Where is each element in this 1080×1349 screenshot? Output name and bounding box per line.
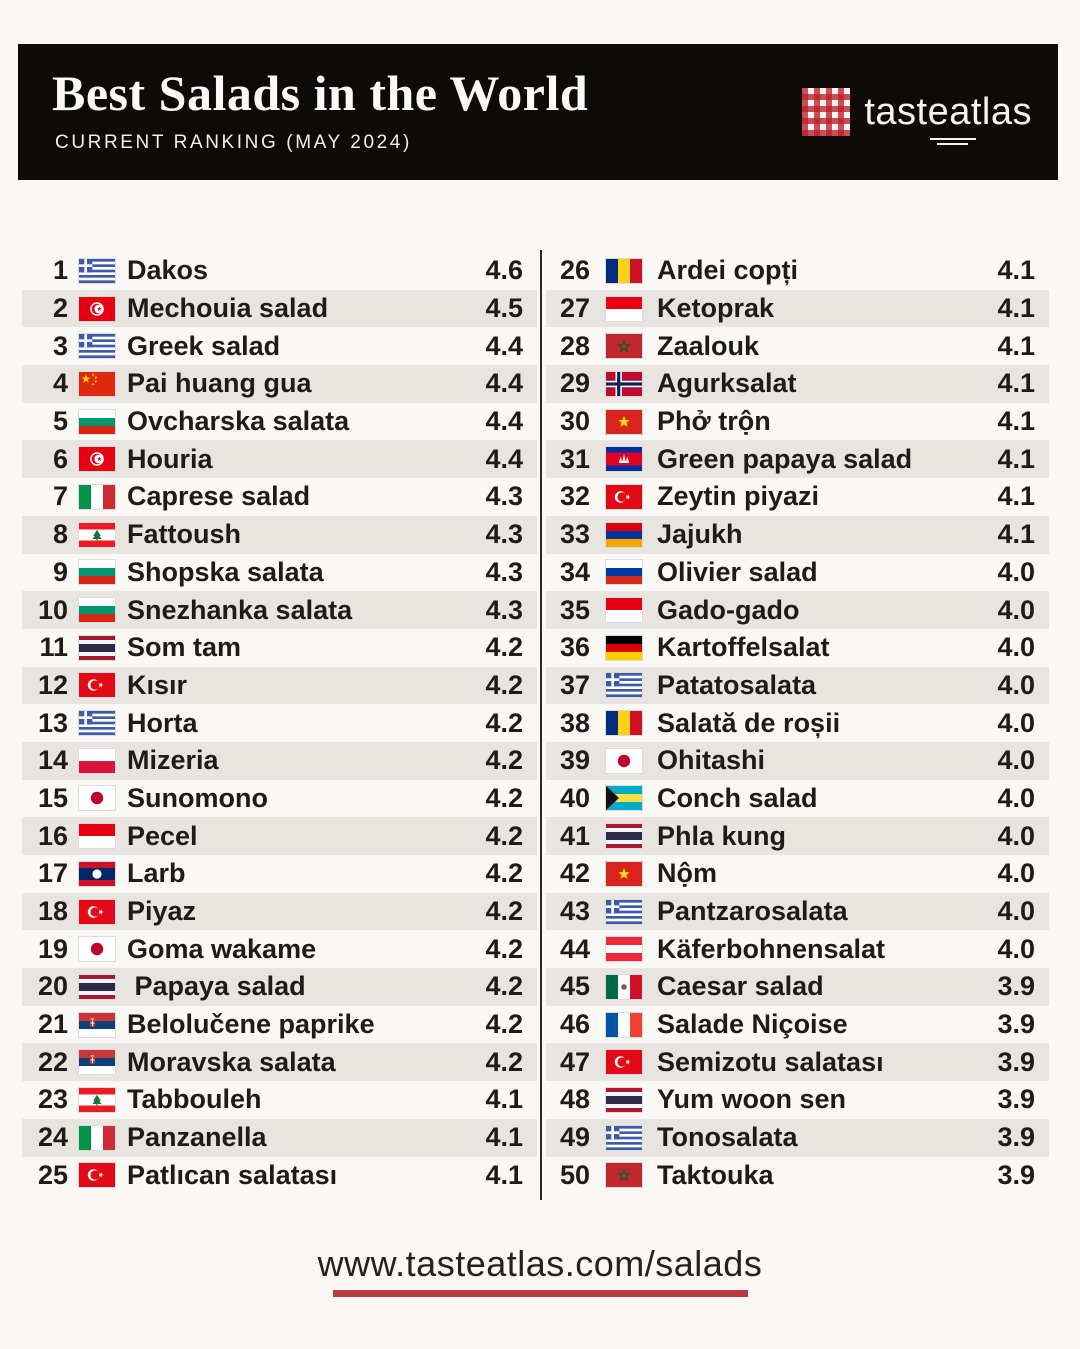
flag-thailand-icon — [605, 823, 643, 849]
rating-value: 4.1 — [485, 1122, 523, 1153]
flag-thailand-icon — [78, 635, 116, 661]
rank-number: 39 — [559, 745, 590, 776]
flag-greece-icon — [605, 899, 643, 925]
salad-name: Moravska salata — [127, 1046, 336, 1077]
rank-number: 5 — [52, 406, 68, 437]
list-item — [22, 704, 537, 742]
salad-name: Ketoprak — [657, 293, 775, 324]
flag-greece-icon — [78, 710, 116, 736]
rank-number: 28 — [559, 330, 590, 361]
list-item — [546, 440, 1049, 478]
list-item — [22, 365, 537, 403]
salad-name: Som tam — [127, 632, 242, 663]
gingham-checker-icon — [802, 88, 850, 136]
salad-name: Tabbouleh — [127, 1084, 262, 1115]
salad-name: Zeytin piyazi — [657, 481, 820, 512]
flag-indonesia-icon — [78, 823, 116, 849]
list-item — [546, 365, 1049, 403]
list-item — [22, 893, 537, 931]
rank-number: 7 — [52, 481, 68, 512]
tasteatlas-logo — [802, 86, 1032, 138]
salad-name: Fattoush — [127, 519, 241, 550]
salad-name: Phở trộn — [657, 406, 771, 437]
salad-name: Caprese salad — [127, 481, 311, 512]
list-item — [546, 1081, 1049, 1119]
rating-value: 4.0 — [997, 933, 1035, 964]
rating-value: 4.4 — [485, 406, 523, 437]
list-item — [22, 1119, 537, 1157]
rating-value: 4.3 — [485, 594, 523, 625]
flag-armenia-icon — [605, 522, 643, 548]
flag-lebanon-icon — [78, 522, 116, 548]
salad-name: Tonosalata — [657, 1122, 798, 1153]
list-item — [22, 855, 537, 893]
rating-value: 4.0 — [997, 745, 1035, 776]
salad-name: Pai huang gua — [127, 368, 312, 399]
rank-number: 23 — [37, 1084, 68, 1115]
list-item — [22, 591, 537, 629]
salad-name: Zaalouk — [657, 330, 760, 361]
flag-greece-icon — [78, 258, 116, 284]
flag-japan-icon — [78, 936, 116, 962]
flag-turkey-icon — [78, 672, 116, 698]
flag-bulgaria-icon — [78, 559, 116, 585]
rating-value: 4.6 — [485, 255, 523, 286]
list-item — [546, 478, 1049, 516]
list-item — [546, 855, 1049, 893]
rating-value: 4.4 — [485, 443, 523, 474]
rank-number: 33 — [559, 519, 590, 550]
flag-turkey-icon — [78, 899, 116, 925]
rating-value: 4.0 — [997, 556, 1035, 587]
url-underline — [333, 1290, 748, 1297]
rating-value: 4.2 — [485, 1046, 523, 1077]
rating-value: 4.2 — [485, 669, 523, 700]
list-item — [22, 930, 537, 968]
rank-number: 22 — [37, 1046, 68, 1077]
flag-italy-icon — [78, 1125, 116, 1151]
rating-value: 4.3 — [485, 481, 523, 512]
flag-indonesia-icon — [605, 597, 643, 623]
list-item — [22, 1157, 537, 1195]
page-subtitle: CURRENT RANKING (MAY 2024) — [55, 132, 412, 153]
brand-underline: eat — [927, 90, 982, 133]
salad-name: Horta — [127, 707, 198, 738]
rating-value: 4.4 — [485, 368, 523, 399]
flag-thailand-icon — [78, 974, 116, 1000]
salad-name: Papaya salad — [127, 971, 306, 1002]
flag-tunisia-icon — [78, 296, 116, 322]
salad-name: Houria — [127, 443, 213, 474]
rating-value: 4.1 — [997, 406, 1035, 437]
salad-name: Piyaz — [127, 896, 197, 927]
list-item — [546, 742, 1049, 780]
rating-value: 4.1 — [485, 1159, 523, 1190]
rating-value: 4.2 — [485, 933, 523, 964]
salad-name: Yum woon sen — [657, 1084, 847, 1115]
rank-number: 46 — [559, 1009, 590, 1040]
rank-number: 10 — [37, 594, 68, 625]
list-item — [546, 1006, 1049, 1044]
rank-number: 2 — [52, 293, 68, 324]
rating-value: 4.1 — [997, 519, 1035, 550]
rating-value: 4.0 — [997, 820, 1035, 851]
page-title: Best Salads in the World — [52, 65, 589, 121]
brand-wordmark: tasteatlas — [864, 90, 1032, 133]
rating-value: 3.9 — [997, 1159, 1035, 1190]
rank-number: 19 — [37, 933, 68, 964]
flag-russia-icon — [605, 559, 643, 585]
rank-number: 21 — [37, 1009, 68, 1040]
salad-name: Dakos — [127, 255, 209, 286]
rank-number: 30 — [559, 406, 590, 437]
flag-turkey-icon — [605, 1049, 643, 1075]
rating-value: 4.2 — [485, 858, 523, 889]
flag-turkey-icon — [78, 1162, 116, 1188]
salad-name: Belolučene paprike — [127, 1009, 375, 1040]
list-item — [546, 1119, 1049, 1157]
rank-number: 15 — [37, 782, 68, 813]
salad-name: Salade Niçoise — [657, 1009, 848, 1040]
rank-number: 35 — [559, 594, 590, 625]
rank-number: 26 — [559, 255, 590, 286]
rating-value: 4.2 — [485, 1009, 523, 1040]
rank-number: 48 — [559, 1084, 590, 1115]
rating-value: 4.0 — [997, 669, 1035, 700]
rating-value: 4.3 — [485, 556, 523, 587]
salad-name: Agurksalat — [657, 368, 797, 399]
rating-value: 3.9 — [997, 971, 1035, 1002]
flag-bahamas-icon — [605, 785, 643, 811]
flag-laos-icon — [78, 861, 116, 887]
salad-name: Conch salad — [657, 782, 818, 813]
rating-value: 4.2 — [485, 782, 523, 813]
list-item — [22, 968, 537, 1006]
rank-number: 47 — [559, 1046, 590, 1077]
rank-number: 49 — [559, 1122, 590, 1153]
list-item — [546, 1043, 1049, 1081]
rating-value: 4.1 — [997, 293, 1035, 324]
rank-number: 34 — [559, 556, 590, 587]
rating-value: 3.9 — [997, 1046, 1035, 1077]
rank-number: 17 — [37, 858, 68, 889]
rank-number: 16 — [37, 820, 68, 851]
rank-number: 18 — [37, 896, 68, 927]
list-item — [22, 554, 537, 592]
column-divider — [540, 250, 542, 1200]
flag-romania-icon — [605, 258, 643, 284]
salad-name: Mizeria — [127, 745, 219, 776]
list-item — [546, 516, 1049, 554]
flag-serbia-icon — [78, 1049, 116, 1075]
salad-name: Sunomono — [127, 782, 268, 813]
salad-name: Larb — [127, 858, 186, 889]
list-item — [22, 327, 537, 365]
salad-name: Mechouia salad — [127, 293, 329, 324]
rating-value: 4.0 — [997, 632, 1035, 663]
website-link[interactable]: www.tasteatlas.com/salads — [317, 1243, 763, 1284]
list-item — [546, 591, 1049, 629]
list-item — [546, 290, 1049, 328]
ranking-column-left — [22, 252, 537, 1194]
flag-romania-icon — [605, 710, 643, 736]
salad-name: Green papaya salad — [657, 443, 913, 474]
salad-name: Kısır — [127, 669, 188, 700]
rank-number: 4 — [52, 368, 68, 399]
list-item — [546, 1157, 1049, 1195]
list-item — [22, 290, 537, 328]
rank-number: 36 — [559, 632, 590, 663]
salad-name: Caesar salad — [657, 971, 824, 1002]
rank-number: 50 — [559, 1159, 590, 1190]
rank-number: 25 — [37, 1159, 68, 1190]
flag-tunisia-icon — [78, 446, 116, 472]
salad-name: Kartoffelsalat — [657, 632, 830, 663]
rating-value: 4.2 — [485, 896, 523, 927]
list-item — [22, 780, 537, 818]
list-item — [546, 252, 1049, 290]
list-item — [546, 327, 1049, 365]
flag-france-icon — [605, 1012, 643, 1038]
list-item — [546, 780, 1049, 818]
list-item — [546, 403, 1049, 441]
rank-number: 27 — [559, 293, 590, 324]
salad-name: Shopska salata — [127, 556, 324, 587]
rank-number: 9 — [52, 556, 68, 587]
flag-italy-icon — [78, 484, 116, 510]
rating-value: 4.1 — [997, 330, 1035, 361]
rating-value: 4.0 — [997, 594, 1035, 625]
rating-value: 4.1 — [997, 368, 1035, 399]
salad-name: Panzanella — [127, 1122, 267, 1153]
flag-vietnam-icon — [605, 409, 643, 435]
rating-value: 4.0 — [997, 858, 1035, 889]
list-item — [546, 667, 1049, 705]
flag-japan-icon — [78, 785, 116, 811]
salad-name: Goma wakame — [127, 933, 317, 964]
list-item — [22, 478, 537, 516]
rank-number: 40 — [559, 782, 590, 813]
flag-bulgaria-icon — [78, 409, 116, 435]
flag-germany-icon — [605, 635, 643, 661]
rank-number: 14 — [37, 745, 68, 776]
list-item — [22, 1043, 537, 1081]
salad-name: Semizotu salatası — [657, 1046, 884, 1077]
flag-japan-icon — [605, 748, 643, 774]
list-item — [22, 252, 537, 290]
salad-name: Snezhanka salata — [127, 594, 353, 625]
salad-name: Ovcharska salata — [127, 406, 350, 437]
flag-austria-icon — [605, 936, 643, 962]
list-item — [22, 742, 537, 780]
flag-morocco-icon — [605, 333, 643, 359]
flag-poland-icon — [78, 748, 116, 774]
salad-name: Ohitashi — [657, 745, 766, 776]
list-item — [546, 817, 1049, 855]
list-item — [22, 629, 537, 667]
ranking-column-right — [546, 252, 1049, 1194]
salad-name: Nộm — [657, 858, 717, 889]
flag-thailand-icon — [605, 1087, 643, 1113]
rating-value: 4.0 — [997, 782, 1035, 813]
salad-name: Pantzarosalata — [657, 896, 848, 927]
flag-cambodia-icon — [605, 446, 643, 472]
flag-morocco-icon — [605, 1162, 643, 1188]
rank-number: 43 — [559, 896, 590, 927]
rating-value: 4.2 — [485, 745, 523, 776]
rank-number: 8 — [52, 519, 68, 550]
rank-number: 37 — [559, 669, 590, 700]
list-item — [22, 440, 537, 478]
flag-norway-icon — [605, 371, 643, 397]
rank-number: 41 — [559, 820, 590, 851]
rank-number: 44 — [559, 933, 590, 964]
flag-mexico-icon — [605, 974, 643, 1000]
rank-number: 13 — [37, 707, 68, 738]
list-item — [546, 893, 1049, 931]
flag-greece-icon — [605, 1125, 643, 1151]
list-item — [546, 930, 1049, 968]
list-item — [546, 704, 1049, 742]
rating-value: 4.2 — [485, 707, 523, 738]
rating-value: 4.1 — [997, 443, 1035, 474]
flag-china-icon — [78, 371, 116, 397]
flag-serbia-icon — [78, 1012, 116, 1038]
rank-number: 11 — [39, 632, 68, 663]
rank-number: 6 — [52, 443, 68, 474]
rating-value: 4.3 — [485, 519, 523, 550]
list-item — [22, 516, 537, 554]
list-item — [22, 817, 537, 855]
rating-value: 4.5 — [485, 293, 523, 324]
salad-name: Ardei copți — [657, 255, 799, 286]
salad-name: Jajukh — [657, 519, 743, 550]
list-item — [22, 1006, 537, 1044]
salad-name: Käferbohnensalat — [657, 933, 886, 964]
rank-number: 42 — [559, 858, 590, 889]
flag-lebanon-icon — [78, 1087, 116, 1113]
list-item — [546, 554, 1049, 592]
list-item — [22, 667, 537, 705]
header-banner — [18, 44, 1058, 180]
salad-name: Gado-gado — [657, 594, 800, 625]
rank-number: 45 — [559, 971, 590, 1002]
flag-bulgaria-icon — [78, 597, 116, 623]
rating-value: 3.9 — [997, 1009, 1035, 1040]
flag-greece-icon — [78, 333, 116, 359]
rating-value: 3.9 — [997, 1084, 1035, 1115]
rank-number: 12 — [37, 669, 68, 700]
rating-value: 4.1 — [997, 255, 1035, 286]
rank-number: 32 — [559, 481, 590, 512]
salad-name: Salată de roșii — [657, 707, 841, 738]
rating-value: 4.0 — [997, 707, 1035, 738]
salad-name: Patatosalata — [657, 669, 817, 700]
salad-name: Pecel — [127, 820, 198, 851]
salad-name: Taktouka — [657, 1159, 774, 1190]
flag-turkey-icon — [605, 484, 643, 510]
salad-name: Patlıcan salatası — [127, 1159, 338, 1190]
rank-number: 20 — [37, 971, 68, 1002]
rank-number: 24 — [37, 1122, 68, 1153]
flag-vietnam-icon — [605, 861, 643, 887]
rank-number: 29 — [559, 368, 590, 399]
rating-value: 4.2 — [485, 820, 523, 851]
salad-name: Greek salad — [127, 330, 281, 361]
rating-value: 4.2 — [485, 632, 523, 663]
flag-indonesia-icon — [605, 296, 643, 322]
rank-number: 38 — [559, 707, 590, 738]
list-item — [22, 403, 537, 441]
salad-name: Olivier salad — [657, 556, 818, 587]
rank-number: 3 — [52, 330, 68, 361]
rank-number: 1 — [52, 255, 68, 286]
flag-greece-icon — [605, 672, 643, 698]
salad-name: Phla kung — [657, 820, 787, 851]
rating-value: 4.1 — [997, 481, 1035, 512]
rating-value: 4.1 — [485, 1084, 523, 1115]
rating-value: 3.9 — [997, 1122, 1035, 1153]
rating-value: 4.0 — [997, 896, 1035, 927]
list-item — [546, 968, 1049, 1006]
rating-value: 4.2 — [485, 971, 523, 1002]
rank-number: 31 — [559, 443, 590, 474]
rating-value: 4.4 — [485, 330, 523, 361]
list-item — [546, 629, 1049, 667]
list-item — [22, 1081, 537, 1119]
